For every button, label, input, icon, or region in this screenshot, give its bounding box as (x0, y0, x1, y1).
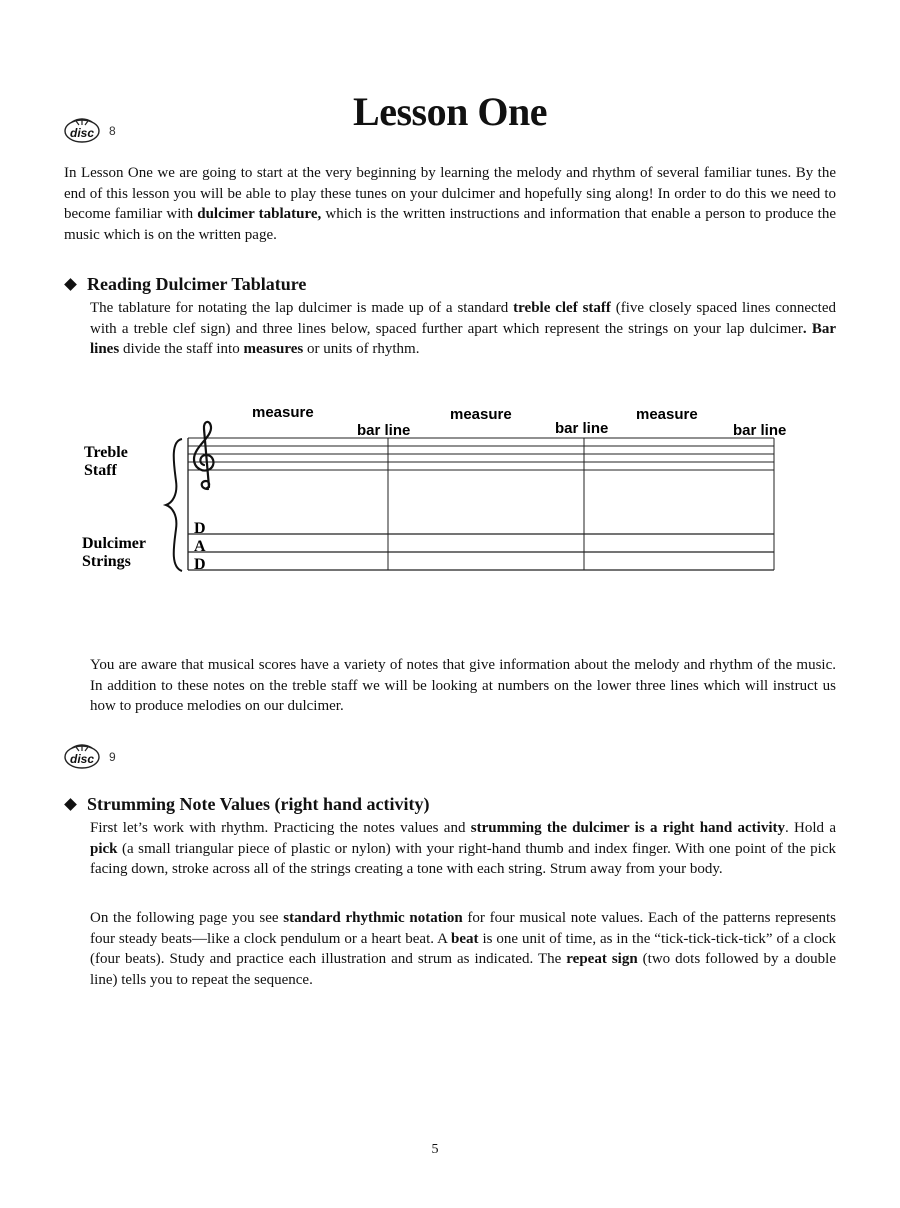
string-letter-a: A (194, 538, 206, 555)
section-heading-strumming: Strumming Note Values (right hand activity) (64, 794, 430, 815)
intro-paragraph: In Lesson One we are going to start at the very beginning by learning the melody and rhythm of several familiar tunes. By the end of this lesson you will be able to play these tunes on your dulcimer and hopefully sing along! In order to do this we need to become familiar with dulcimer tablature, which is the written instructions and information that enable a person to produce the music which is on the written page. (64, 165, 836, 243)
page-number: 5 (431, 1142, 439, 1157)
measure-label-1: measure (252, 404, 314, 421)
section-heading-reading-tablature: Reading Dulcimer Tablature (64, 274, 306, 295)
svg-text:disc: disc (69, 126, 95, 140)
disc-track-marker-9 (62, 744, 116, 770)
disc-icon (62, 744, 106, 770)
measure-label-3: measure (636, 406, 698, 423)
bar-lines (388, 438, 774, 570)
treble-label-line1: Treble (84, 444, 128, 461)
string-letter-d-top: D (194, 520, 206, 537)
bar-line-label-3: bar line (733, 422, 787, 439)
svg-text:disc: disc (69, 752, 95, 766)
string-letter-d-bottom: D (194, 556, 206, 573)
measure-label-2: measure (450, 406, 512, 423)
page-title: Lesson One (353, 89, 547, 134)
disc-track-number: 9 (109, 750, 116, 764)
treble-clef-icon (194, 422, 213, 489)
dulcimer-string-lines (188, 534, 774, 570)
notes-numbers-paragraph: You are aware that musical scores have a variety of notes that give information about the melody and rhythm of the music. In addition to these notes on the treble staff we will be looking at numbers on the lower three lines which will instruct us how to produce melodies on our dulcimer. (90, 657, 836, 714)
strumming-paragraph-1: First let’s work with rhythm. Practicing the notes values and strumming the dulcimer is a right hand activity. Hold a pick (a small triangular piece of plastic or nylon) with your right-hand thumb and index finger. With one point of the pick facing down, stroke across all of the strings creating a tone with each string. Strum away from your body. (90, 820, 836, 877)
bar-line-label-2: bar line (555, 420, 609, 437)
strumming-paragraph-2: On the following page you see standard rhythmic notation for four musical note values. Each of the patterns represents four steady beats—like a clock pendulum or a heart beat. A beat is one unit of time, as in the “tick-tick-tick-tick” of a clock (four beats). Study and practice each illustration and strum as indicated. The repeat sign (two dots followed by a double line) tells you to repeat the sequence. (90, 910, 836, 988)
tablature-svg (70, 395, 830, 595)
bar-line-label-1: bar line (357, 422, 411, 439)
tablature-diagram (70, 395, 830, 595)
diamond-bullet-icon (64, 798, 77, 811)
dulcimer-label-line2: Strings (82, 553, 131, 570)
disc-track-number: 8 (109, 124, 116, 138)
treble-staff-lines (188, 438, 774, 470)
grand-staff-brace (166, 439, 182, 571)
dulcimer-label-line1: Dulcimer (82, 535, 146, 552)
reading-tablature-paragraph: The tablature for notating the lap dulcimer is made up of a standard treble clef staff (five closely spaced lines connected with a treble clef sign) and three lines below, spaced further apart which represent the strings on your lap dulcimer. Bar lines divide the staff into measures or units of rhythm. (90, 300, 836, 357)
treble-label-line2: Staff (84, 462, 117, 479)
diamond-bullet-icon (64, 278, 77, 291)
